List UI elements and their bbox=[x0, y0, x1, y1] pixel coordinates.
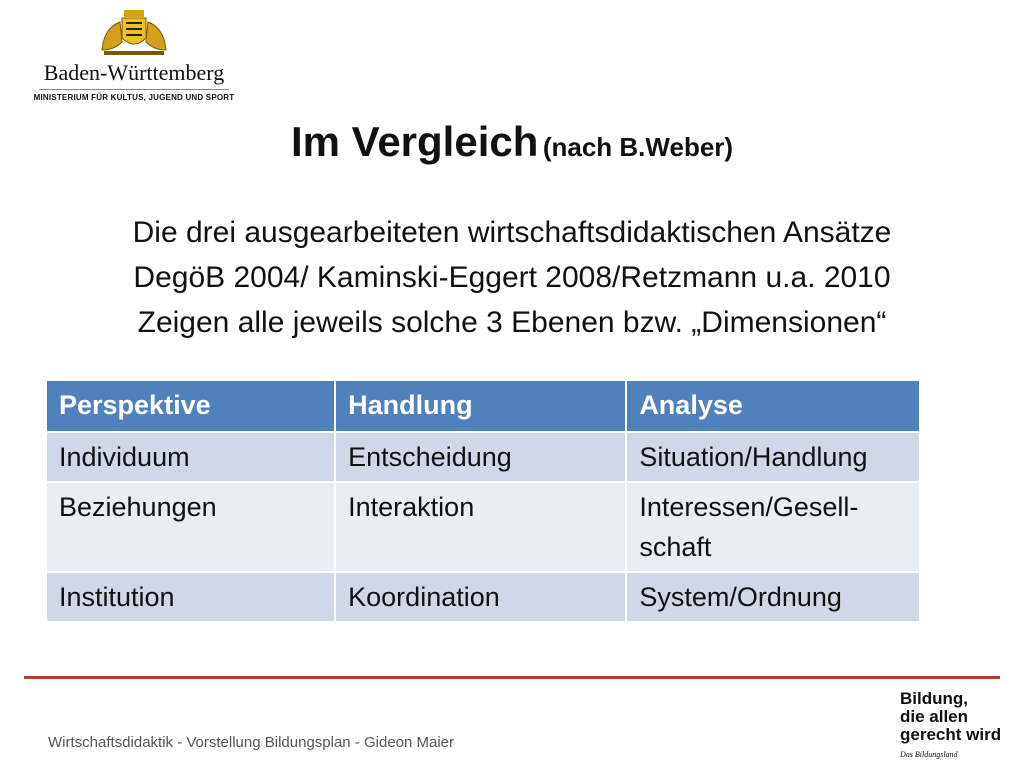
ministry-subtitle: MINISTERIUM FÜR KULTUS, JUGEND UND SPORT bbox=[33, 93, 235, 102]
brand-line: Bildung, bbox=[900, 689, 968, 708]
ministry-name: Baden-Württemberg bbox=[43, 60, 225, 85]
coat-of-arms-icon bbox=[94, 8, 174, 58]
table-header-cell: Handlung bbox=[335, 380, 626, 432]
title-sub: (nach B.Weber) bbox=[542, 132, 734, 162]
title-main: Im Vergleich bbox=[290, 118, 539, 165]
table-cell: Koordination bbox=[335, 572, 626, 622]
table-cell: System/Ordnung bbox=[626, 572, 920, 622]
brand-subtitle: Das Bildungsland bbox=[900, 750, 958, 759]
table-cell: Situation/Handlung bbox=[626, 432, 920, 482]
table-cell: Interaktion bbox=[335, 482, 626, 572]
table-cell: Individuum bbox=[46, 432, 335, 482]
table-cell: Institution bbox=[46, 572, 335, 622]
footer-divider bbox=[24, 676, 1000, 679]
table-cell: Beziehungen bbox=[46, 482, 335, 572]
table-header-row bbox=[46, 380, 920, 432]
table-header-cell: Analyse bbox=[626, 380, 920, 432]
footer-text: Wirtschaftsdidaktik - Vorstellung Bildungsplan - Gideon Maier bbox=[48, 734, 455, 751]
table-cell: Interessen/Gesell-schaft bbox=[626, 482, 920, 572]
intro-line: Zeigen alle jeweils solche 3 Ebenen bzw. „Dimensionen“ bbox=[137, 306, 887, 339]
slide-title bbox=[0, 118, 1024, 166]
table-header-cell: Perspektive bbox=[46, 380, 335, 432]
table-row bbox=[46, 572, 920, 622]
comparison-table bbox=[45, 379, 921, 623]
brand-line: die allen bbox=[900, 707, 969, 726]
table-row bbox=[46, 432, 920, 482]
brand-line: gerecht wird bbox=[900, 725, 1002, 744]
logo-divider bbox=[39, 89, 229, 90]
intro-text bbox=[20, 210, 1004, 345]
intro-line: Die drei ausgearbeiteten wirtschaftsdidaktischen Ansätze bbox=[132, 216, 892, 249]
ministry-logo bbox=[24, 8, 244, 102]
table-row bbox=[46, 482, 920, 572]
intro-line: DegöB 2004/ Kaminski-Eggert 2008/Retzmann u.a. 2010 bbox=[133, 261, 891, 294]
table-cell: Entscheidung bbox=[335, 432, 626, 482]
brand-logo bbox=[900, 690, 1010, 764]
